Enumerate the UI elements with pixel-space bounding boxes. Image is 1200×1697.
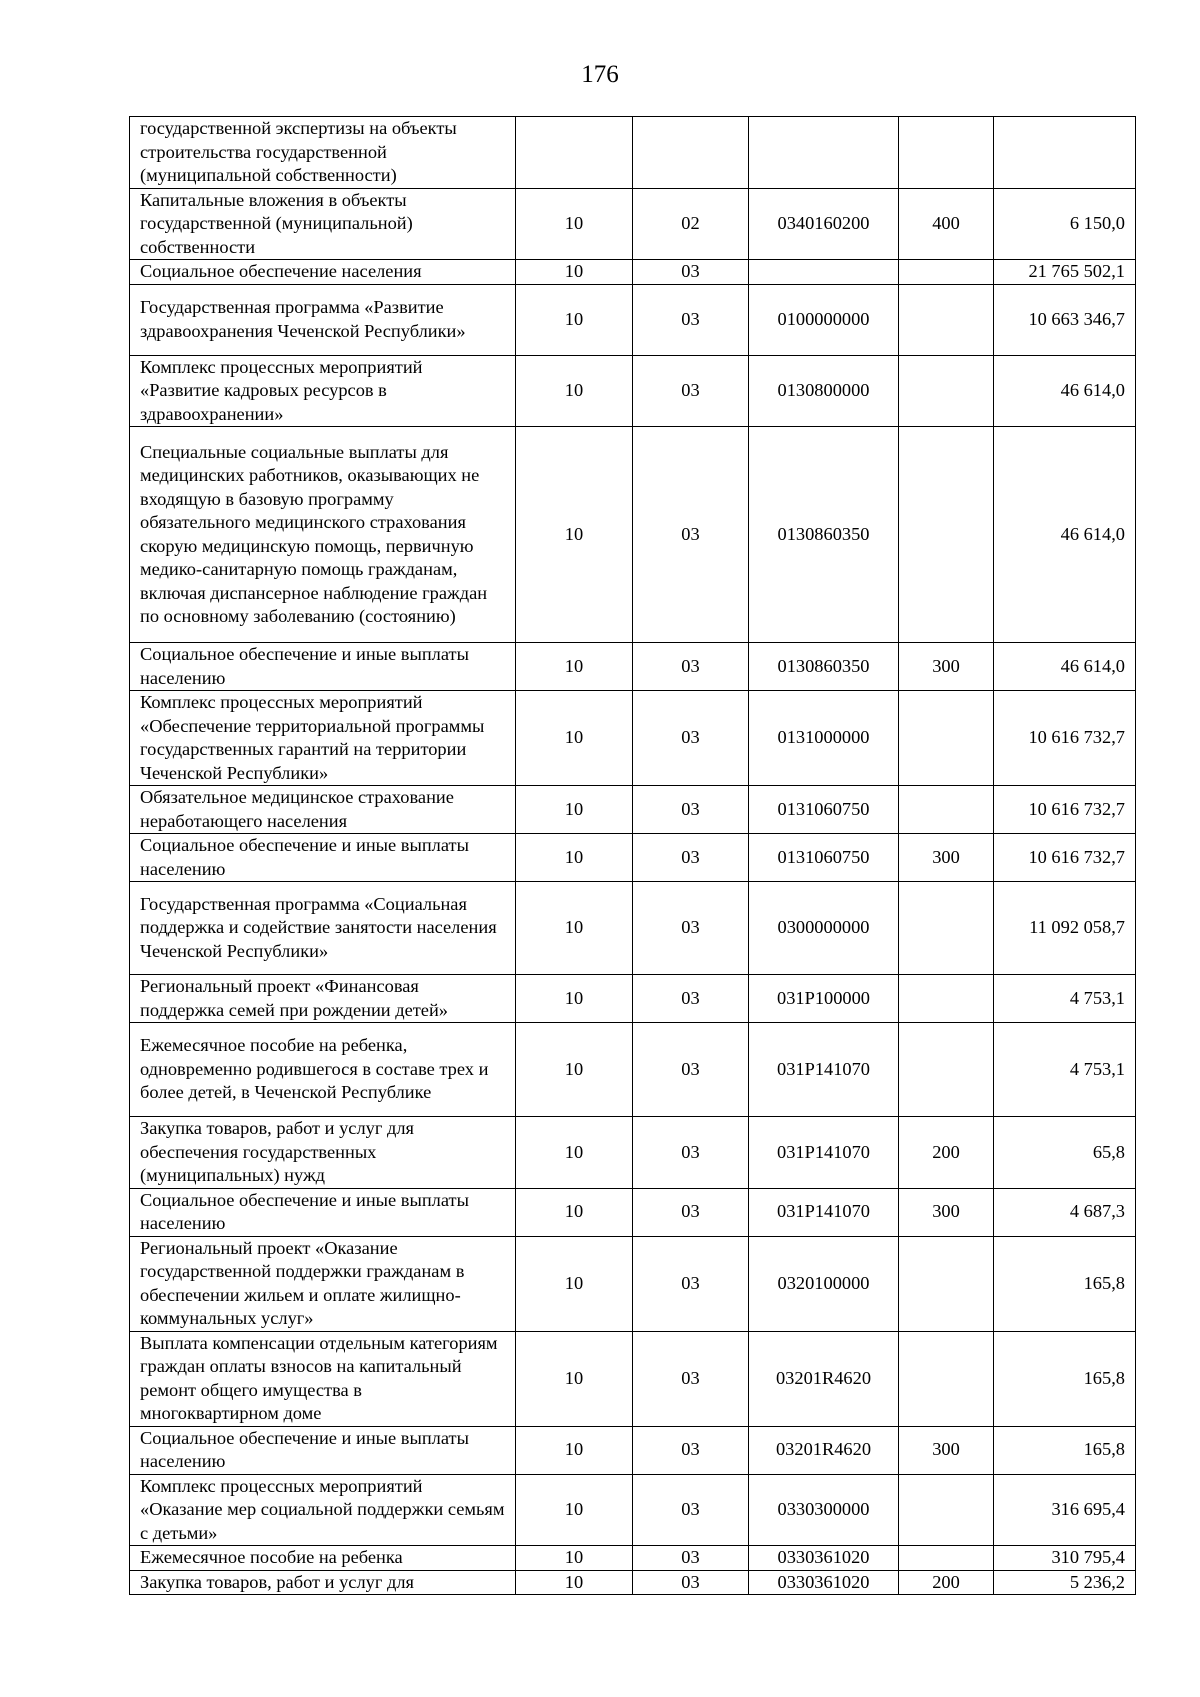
row-target-code: 0131060750 <box>749 834 899 882</box>
row-amount: 11 092 058,7 <box>994 882 1136 975</box>
row-target-code: 0130860350 <box>749 643 899 691</box>
row-section: 10 <box>516 355 633 427</box>
row-section: 10 <box>516 284 633 355</box>
row-section: 10 <box>516 1023 633 1117</box>
row-target-code: 0340160200 <box>749 188 899 260</box>
row-amount <box>994 117 1136 189</box>
row-section: 10 <box>516 1188 633 1236</box>
row-subsection: 03 <box>633 882 749 975</box>
row-amount: 316 695,4 <box>994 1474 1136 1546</box>
row-section: 10 <box>516 975 633 1023</box>
row-subsection: 03 <box>633 1474 749 1546</box>
table-row <box>130 284 1136 355</box>
row-name: Региональный проект «Оказание государственной поддержки гражданам в обеспечении жильем и оплате жилищно-коммунальных услуг» <box>130 1236 516 1331</box>
row-name: Региональный проект «Финансовая поддержка семей при рождении детей» <box>130 975 516 1023</box>
row-amount: 4 753,1 <box>994 1023 1136 1117</box>
row-subsection: 03 <box>633 1188 749 1236</box>
row-expense-type <box>899 975 994 1023</box>
row-name: Социальное обеспечение и иные выплаты населению <box>130 1188 516 1236</box>
row-target-code: 03201R4620 <box>749 1331 899 1426</box>
row-target-code: 03201R4620 <box>749 1426 899 1474</box>
row-expense-type <box>899 1236 994 1331</box>
row-target-code: 0320100000 <box>749 1236 899 1331</box>
row-name: Государственная программа «Социальная поддержка и содействие занятости населения Чеченской Республики» <box>130 882 516 975</box>
row-expense-type: 200 <box>899 1570 994 1595</box>
row-section: 10 <box>516 1426 633 1474</box>
row-expense-type <box>899 1023 994 1117</box>
row-amount: 46 614,0 <box>994 355 1136 427</box>
row-name: Комплекс процессных мероприятий «Обеспечение территориальной программы государственных гарантий на территории Чеченской Республики» <box>130 691 516 786</box>
table-row <box>130 260 1136 285</box>
row-section: 10 <box>516 643 633 691</box>
row-expense-type <box>899 284 994 355</box>
row-subsection: 03 <box>633 975 749 1023</box>
row-amount: 46 614,0 <box>994 427 1136 643</box>
table-row <box>130 1023 1136 1117</box>
row-target-code: 0330361020 <box>749 1546 899 1571</box>
row-expense-type <box>899 691 994 786</box>
row-expense-type <box>899 1331 994 1426</box>
row-expense-type <box>899 260 994 285</box>
row-expense-type: 300 <box>899 834 994 882</box>
row-section: 10 <box>516 1474 633 1546</box>
row-subsection: 03 <box>633 427 749 643</box>
row-target-code: 031Р141070 <box>749 1117 899 1189</box>
row-subsection: 03 <box>633 786 749 834</box>
table-row <box>130 643 1136 691</box>
row-target-code <box>749 260 899 285</box>
row-section: 10 <box>516 834 633 882</box>
table-row <box>130 1236 1136 1331</box>
table-row <box>130 882 1136 975</box>
row-amount: 10 616 732,7 <box>994 834 1136 882</box>
table-row <box>130 117 1136 189</box>
row-subsection: 02 <box>633 188 749 260</box>
row-name: Капитальные вложения в объекты государственной (муниципальной) собственности <box>130 188 516 260</box>
row-name: Ежемесячное пособие на ребенка, одновременно родившегося в составе трех и более детей, в Чеченской Республике <box>130 1023 516 1117</box>
row-target-code: 031Р141070 <box>749 1023 899 1117</box>
row-section: 10 <box>516 786 633 834</box>
row-amount: 21 765 502,1 <box>994 260 1136 285</box>
table-row <box>130 975 1136 1023</box>
row-amount: 4 687,3 <box>994 1188 1136 1236</box>
row-subsection: 03 <box>633 834 749 882</box>
table-row <box>130 427 1136 643</box>
row-expense-type: 300 <box>899 1188 994 1236</box>
row-target-code: 0130860350 <box>749 427 899 643</box>
row-expense-type: 400 <box>899 188 994 260</box>
table-row <box>130 1331 1136 1426</box>
row-expense-type: 300 <box>899 643 994 691</box>
row-subsection: 03 <box>633 1236 749 1331</box>
table-row <box>130 1546 1136 1571</box>
row-name: Комплекс процессных мероприятий «Оказание мер социальной поддержки семьям с детьми» <box>130 1474 516 1546</box>
row-subsection: 03 <box>633 1426 749 1474</box>
row-target-code: 0330361020 <box>749 1570 899 1595</box>
row-amount: 4 753,1 <box>994 975 1136 1023</box>
row-section: 10 <box>516 260 633 285</box>
row-target-code: 0130800000 <box>749 355 899 427</box>
row-amount: 65,8 <box>994 1117 1136 1189</box>
row-amount: 165,8 <box>994 1426 1136 1474</box>
row-target-code: 0300000000 <box>749 882 899 975</box>
row-expense-type: 300 <box>899 1426 994 1474</box>
table-row <box>130 355 1136 427</box>
row-subsection: 03 <box>633 691 749 786</box>
row-amount: 165,8 <box>994 1236 1136 1331</box>
row-expense-type: 200 <box>899 1117 994 1189</box>
row-section: 10 <box>516 1570 633 1595</box>
row-name: Социальное обеспечение населения <box>130 260 516 285</box>
row-target-code <box>749 117 899 189</box>
budget-table-body <box>130 117 1136 1595</box>
row-subsection: 03 <box>633 1331 749 1426</box>
row-target-code: 0131060750 <box>749 786 899 834</box>
row-name: Ежемесячное пособие на ребенка <box>130 1546 516 1571</box>
row-expense-type <box>899 1546 994 1571</box>
row-amount: 5 236,2 <box>994 1570 1136 1595</box>
row-subsection: 03 <box>633 355 749 427</box>
budget-table <box>129 116 1136 1595</box>
row-name: государственной экспертизы на объекты строительства государственной (муниципальной собственности) <box>130 117 516 189</box>
row-section: 10 <box>516 1236 633 1331</box>
row-amount: 310 795,4 <box>994 1546 1136 1571</box>
table-row <box>130 1188 1136 1236</box>
row-subsection <box>633 117 749 189</box>
table-row <box>130 1570 1136 1595</box>
row-name: Государственная программа «Развитие здравоохранения Чеченской Республики» <box>130 284 516 355</box>
table-row <box>130 786 1136 834</box>
row-name: Социальное обеспечение и иные выплаты населению <box>130 834 516 882</box>
row-expense-type <box>899 1474 994 1546</box>
row-expense-type <box>899 117 994 189</box>
row-target-code: 0131000000 <box>749 691 899 786</box>
table-row <box>130 1426 1136 1474</box>
row-name: Социальное обеспечение и иные выплаты населению <box>130 643 516 691</box>
row-name: Выплата компенсации отдельным категориям граждан оплаты взносов на капитальный ремонт общего имущества в многоквартирном доме <box>130 1331 516 1426</box>
row-expense-type <box>899 427 994 643</box>
table-row <box>130 188 1136 260</box>
row-expense-type <box>899 882 994 975</box>
row-amount: 10 616 732,7 <box>994 786 1136 834</box>
row-name: Обязательное медицинское страхование неработающего населения <box>130 786 516 834</box>
row-name: Специальные социальные выплаты для медицинских работников, оказывающих не входящую в базовую программу обязательного медицинского страхования скорую медицинскую помощь, первичную медико-санитарную помощь гражданам, включая диспансерное наблюдение граждан по основному заболеванию (состоянию) <box>130 427 516 643</box>
row-section: 10 <box>516 691 633 786</box>
table-row <box>130 1474 1136 1546</box>
row-name: Закупка товаров, работ и услуг для <box>130 1570 516 1595</box>
row-amount: 10 663 346,7 <box>994 284 1136 355</box>
row-name: Социальное обеспечение и иные выплаты населению <box>130 1426 516 1474</box>
row-amount: 6 150,0 <box>994 188 1136 260</box>
row-subsection: 03 <box>633 643 749 691</box>
table-row <box>130 1117 1136 1189</box>
row-amount: 10 616 732,7 <box>994 691 1136 786</box>
row-section: 10 <box>516 1117 633 1189</box>
row-subsection: 03 <box>633 1546 749 1571</box>
row-name: Закупка товаров, работ и услуг для обеспечения государственных (муниципальных) нужд <box>130 1117 516 1189</box>
row-subsection: 03 <box>633 1570 749 1595</box>
row-section: 10 <box>516 882 633 975</box>
row-expense-type <box>899 355 994 427</box>
row-subsection: 03 <box>633 260 749 285</box>
row-section <box>516 117 633 189</box>
row-section: 10 <box>516 1546 633 1571</box>
row-amount: 46 614,0 <box>994 643 1136 691</box>
row-subsection: 03 <box>633 284 749 355</box>
row-expense-type <box>899 786 994 834</box>
row-target-code: 0100000000 <box>749 284 899 355</box>
row-target-code: 031Р100000 <box>749 975 899 1023</box>
page-number: 176 <box>581 61 619 88</box>
table-row <box>130 691 1136 786</box>
row-target-code: 031Р141070 <box>749 1188 899 1236</box>
row-subsection: 03 <box>633 1117 749 1189</box>
row-target-code: 0330300000 <box>749 1474 899 1546</box>
row-amount: 165,8 <box>994 1331 1136 1426</box>
row-section: 10 <box>516 188 633 260</box>
table-row <box>130 834 1136 882</box>
row-subsection: 03 <box>633 1023 749 1117</box>
row-section: 10 <box>516 427 633 643</box>
row-section: 10 <box>516 1331 633 1426</box>
row-name: Комплекс процессных мероприятий «Развитие кадровых ресурсов в здравоохранении» <box>130 355 516 427</box>
